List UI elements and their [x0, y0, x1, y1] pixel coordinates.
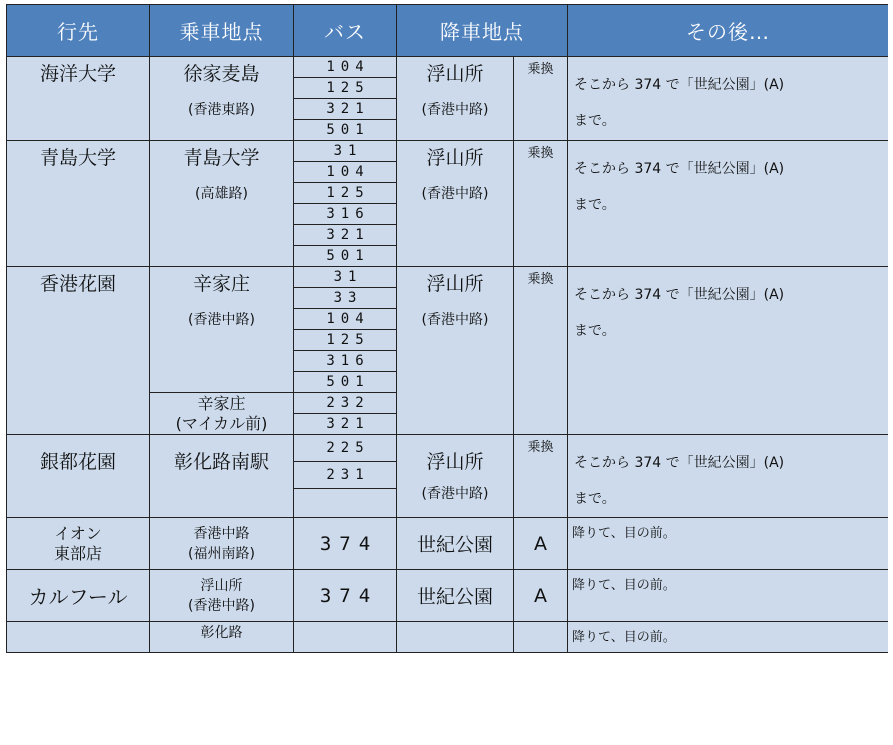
boarding-cell: 浮山所 (香港中路)	[150, 570, 294, 622]
route-table-container	[6, 4, 888, 745]
boarding-cell-secondary: 辛家庄 (マイカル前)	[150, 393, 294, 435]
bus-number: 104	[294, 309, 397, 330]
transfer-label: 乗換	[514, 57, 568, 141]
boarding-cell: 彰化路	[150, 622, 294, 653]
header-alighting-point: 降車地点	[397, 5, 568, 57]
bus-number: 225	[294, 435, 397, 462]
destination-cell: 香港花園	[7, 267, 150, 435]
afterwards-cell: そこから 374 で「世紀公園」(A) まで。	[568, 141, 889, 267]
afterwards-cell: そこから 374 で「世紀公園」(A) まで。	[568, 57, 889, 141]
table-row	[7, 435, 889, 462]
header-destination: 行先	[7, 5, 150, 57]
bus-number: 501	[294, 120, 397, 141]
header-afterwards: その後…	[568, 5, 889, 57]
bus-number: 374	[294, 518, 397, 570]
bus-number: 501	[294, 372, 397, 393]
bus-number: 321	[294, 225, 397, 246]
destination-cell: イオン 東部店	[7, 518, 150, 570]
bus-number: 232	[294, 393, 397, 414]
transfer-label: 乗換	[514, 141, 568, 267]
destination-cell: 銀都花園	[7, 435, 150, 518]
afterwards-cell: そこから 374 で「世紀公園」(A) まで。	[568, 435, 889, 518]
table-row	[7, 518, 889, 570]
table-row	[7, 267, 889, 288]
table-row	[7, 570, 889, 622]
header-boarding-point: 乗車地点	[150, 5, 294, 57]
afterwards-cell: そこから 374 で「世紀公園」(A) まで。	[568, 267, 889, 435]
bus-number: 316	[294, 204, 397, 225]
header-row	[7, 5, 889, 57]
header-bus: バス	[294, 5, 397, 57]
bus-number: 125	[294, 330, 397, 351]
destination-cell: 海洋大学	[7, 57, 150, 141]
bus-number: 501	[294, 246, 397, 267]
boarding-cell: 青島大学 (高雄路)	[150, 141, 294, 267]
boarding-cell: 彰化路南駅	[150, 435, 294, 518]
bus-number: 31	[294, 141, 397, 162]
destination-cell: 青島大学	[7, 141, 150, 267]
transfer-label: 乗換	[514, 267, 568, 435]
table-row	[7, 141, 889, 162]
destination-cell: カルフール	[7, 570, 150, 622]
alighting-cell: 浮山所 (香港中路)	[397, 267, 514, 435]
bus-number: 321	[294, 99, 397, 120]
boarding-cell: 徐家麦島 (香港東路)	[150, 57, 294, 141]
bus-number: 31	[294, 267, 397, 288]
bus-number: 231	[294, 461, 397, 488]
bus-number: 125	[294, 78, 397, 99]
bus-number: 104	[294, 57, 397, 78]
alighting-cell: 浮山所 (香港中路)	[397, 141, 514, 267]
bus-number: 104	[294, 162, 397, 183]
exit-label: A	[514, 518, 568, 570]
table-row	[7, 57, 889, 78]
alighting-cell: 浮山所 (香港中路)	[397, 57, 514, 141]
alighting-cell: 世紀公園	[397, 518, 514, 570]
table-row-cutoff	[7, 622, 889, 653]
boarding-cell: 辛家庄 (香港中路)	[150, 267, 294, 393]
afterwards-cell: 降りて、目の前。	[568, 570, 889, 622]
afterwards-cell: 降りて、目の前。	[568, 622, 889, 653]
alighting-cell: 世紀公園	[397, 570, 514, 622]
bus-number: 316	[294, 351, 397, 372]
afterwards-cell: 降りて、目の前。	[568, 518, 889, 570]
boarding-cell: 香港中路 (福州南路)	[150, 518, 294, 570]
bus-number: 33	[294, 288, 397, 309]
alighting-cell: 浮山所 (香港中路)	[397, 435, 514, 518]
transfer-label: 乗換	[514, 435, 568, 518]
bus-route-table	[6, 4, 888, 653]
bus-number: 321	[294, 414, 397, 435]
bus-number: 374	[294, 570, 397, 622]
exit-label: A	[514, 570, 568, 622]
bus-number: 125	[294, 183, 397, 204]
